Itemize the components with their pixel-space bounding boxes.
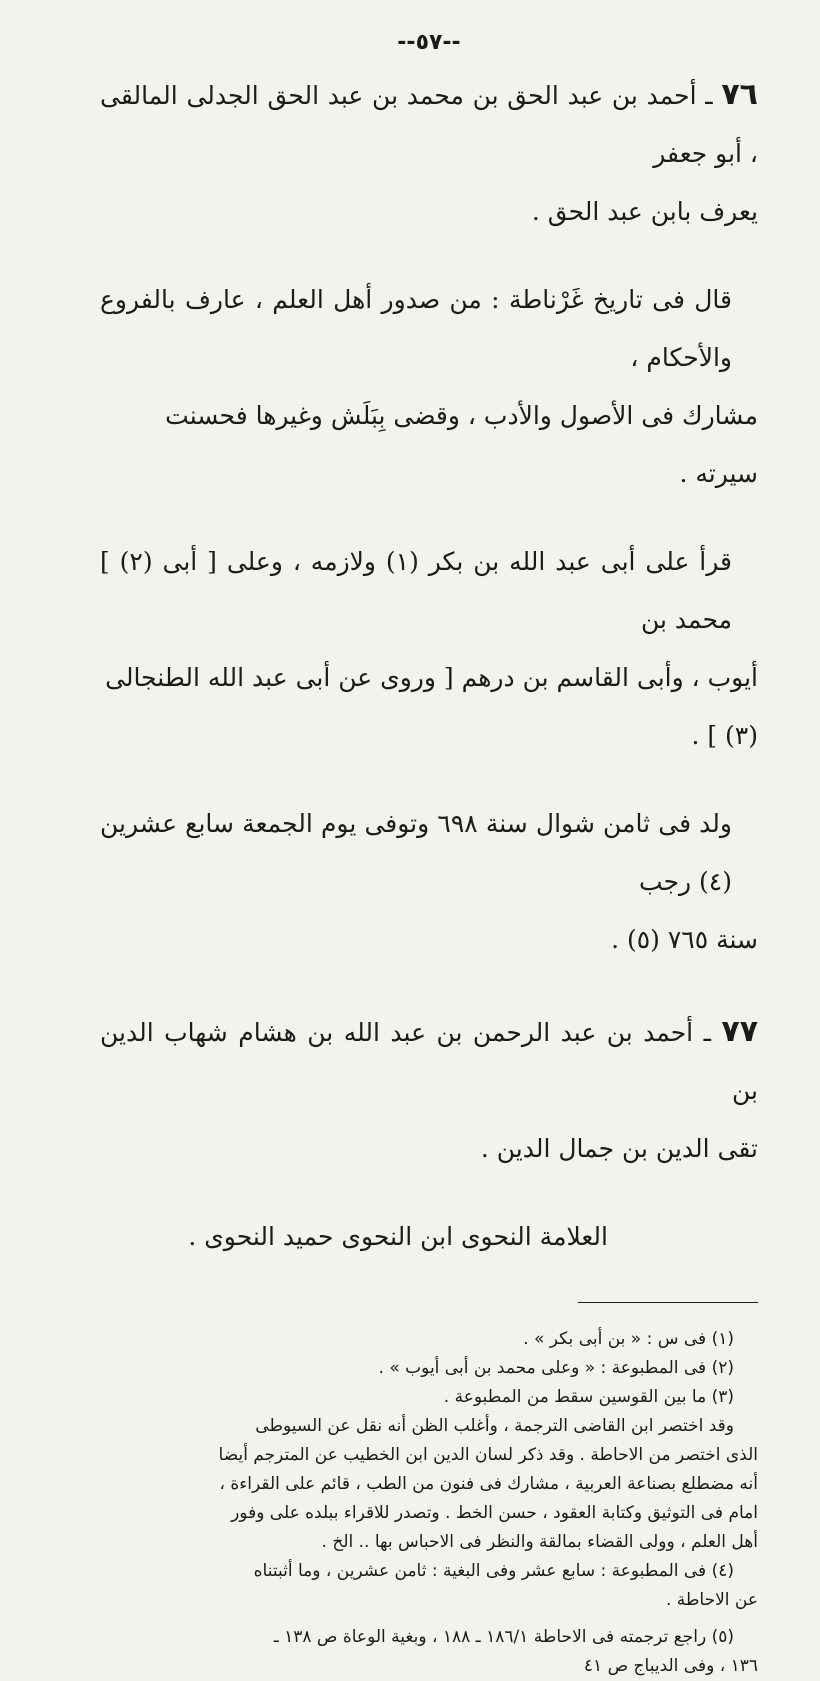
paragraph-1-line-1: قال فى تاريخ غَرْناطة : من صدور أهل العلم ، عارف بالفروع والأحكام ،: [100, 285, 732, 372]
footnote-4-line-2: عن الاحاطة .: [665, 1590, 758, 1610]
entry-77-heading-line: [100, 1003, 758, 1120]
entry-76-name: ـ أحمد بن عبد الحق بن محمد بن عبد الحق الجدلى المالقى ، أبو جعفر: [100, 81, 758, 168]
footnote-divider: [578, 1302, 758, 1303]
paragraph-3-line-1: ولد فى ثامن شوال سنة ٦٩٨ وتوفى يوم الجمعة سابع عشرين (٤) رجب: [100, 809, 732, 896]
paragraph-1: [100, 271, 758, 503]
footnote-2: (٢) فى المطبوعة : « وعلى محمد بن أبى أيوب » .: [378, 1358, 734, 1378]
entry-76-number: ٧٦: [721, 77, 758, 112]
footnote-5-line-2: ١٣٦ ، وفى الديباج ص ٤١: [583, 1656, 758, 1676]
paragraph-4: العلامة النحوى ابن النحوى حميد النحوى .: [188, 1222, 608, 1251]
paragraph-3-line-2: سنة ٧٦٥ (٥) .: [611, 925, 758, 954]
footnote-note-line-3: أنه مضطلع بصناعة العربية ، مشارك فى فنون من الطب ، قائم على القراءة ،: [219, 1474, 758, 1494]
paragraph-2-line-1: قرأ على أبى عبد الله بن بكر (١) ولازمه ، وعلى [ أبى (٢) ] محمد بن: [100, 547, 732, 634]
footnote-4-line-1: (٤) فى المطبوعة : سابع عشر وفى البغية : ثامن عشرين ، وما أثبتناه: [253, 1561, 734, 1581]
entry-77: [100, 1003, 758, 1178]
footnote-note-line-4: امام فى التوثيق وكتابة العقود ، حسن الخط . وتصدر للاقراء ببلده على وفور: [231, 1503, 758, 1523]
footnote-3: (٣) ما بين القوسين سقط من المطبوعة .: [443, 1387, 734, 1407]
entry-77-line-2: تقى الدين بن جمال الدين .: [480, 1134, 758, 1163]
entry-76-line-2: يعرف بابن عبد الحق .: [531, 197, 758, 226]
footnotes: [100, 1325, 758, 1681]
footnote-note-line-1: وقد اختصر ابن القاضى الترجمة ، وأغلب الظن أنه نقل عن السيوطى: [255, 1416, 734, 1436]
paragraph-3: [100, 795, 758, 969]
paragraph-1-line-2: مشارك فى الأصول والأدب ، وقضى بِبَلَش وغيرها فحسنت سيرته .: [165, 401, 758, 488]
page-number: --٥٧--: [397, 30, 461, 55]
paragraph-2-line-2: أيوب ، وأبى القاسم بن درهم [ وروى عن أبى عبد الله الطنجالى (٣) ] .: [105, 663, 758, 750]
footnote-5-line-1: (٥) راجع ترجمته فى الاحاطة ١٨٦/١ ـ ١٨٨ ، وبغية الوعاة ص ١٣٨ ـ: [273, 1627, 734, 1647]
footnote-note-line-2: الذى اختصر من الاحاطة . وقد ذكر لسان الدين ابن الخطيب عن المترجم أيضا: [218, 1445, 758, 1465]
entry-76-heading-line: [100, 66, 758, 183]
footnote-1: (١) فى س : « بن أبى بكر » .: [523, 1329, 734, 1349]
paragraph-2: [100, 533, 758, 765]
entry-77-number: ٧٧: [721, 1014, 759, 1049]
entry-77-name: ـ أحمد بن عبد الرحمن بن عبد الله بن هشام شهاب الدين بن: [100, 1018, 758, 1105]
footnote-note-line-5: أهل العلم ، وولى القضاء بمالقة والنظر فى الاحباس بها .. الخ .: [321, 1532, 758, 1552]
entry-76: [100, 66, 758, 241]
